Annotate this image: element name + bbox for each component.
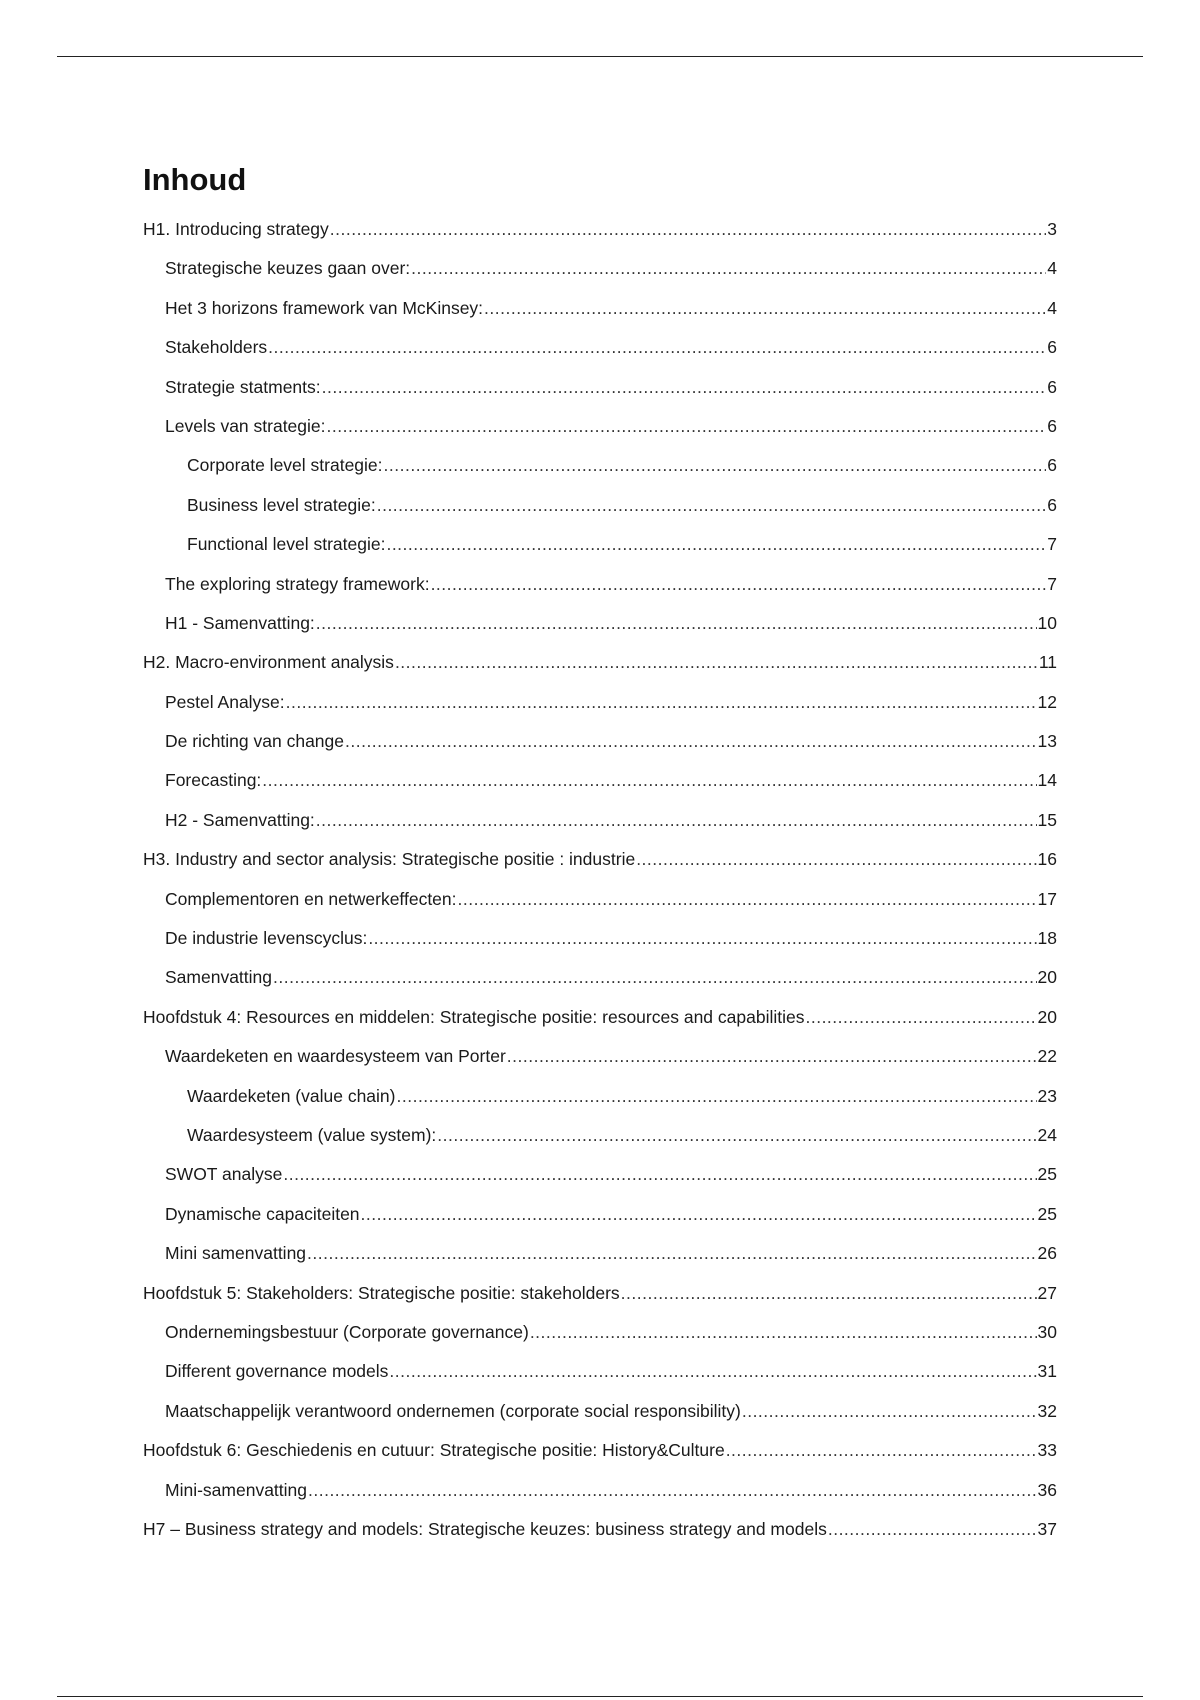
toc-entry-title: Mini samenvatting	[165, 1243, 307, 1264]
toc-title: Inhoud	[143, 162, 247, 197]
toc-entry-title: De industrie levenscyclus:	[165, 928, 368, 949]
toc-dot-leader	[308, 1471, 1037, 1510]
toc-list	[143, 210, 1057, 1549]
toc-entry-title: Different governance models	[165, 1361, 389, 1382]
toc-dot-leader	[437, 1116, 1036, 1155]
toc-entry-title: Forecasting:	[165, 770, 262, 791]
toc-entry-title: Samenvatting	[165, 967, 273, 988]
toc-entry[interactable]	[143, 328, 1057, 367]
toc-page-number: 6	[1047, 337, 1057, 358]
toc-entry-title: H1. Introducing strategy	[143, 219, 329, 239]
header-rule	[57, 56, 1143, 57]
toc-entry[interactable]	[143, 486, 1057, 525]
toc-dot-leader	[377, 486, 1047, 525]
toc-page-number: 14	[1037, 770, 1057, 791]
toc-dot-leader	[389, 1352, 1036, 1391]
toc-entry-title: H3. Industry and sector analysis: Strategische positie : industrie	[143, 849, 636, 870]
toc-page-number: 20	[1037, 1006, 1057, 1027]
toc-dot-leader	[316, 801, 1037, 840]
toc-entry-title: H2. Macro-environment analysis	[143, 652, 394, 673]
toc-dot-leader	[330, 210, 1046, 249]
toc-entry[interactable]	[143, 1431, 1057, 1470]
toc-page-number: 37	[1037, 1518, 1057, 1539]
toc-dot-leader	[742, 1392, 1037, 1431]
toc-entry[interactable]	[143, 801, 1057, 840]
toc-dot-leader	[530, 1313, 1037, 1352]
toc-page-number: 15	[1037, 809, 1057, 830]
toc-entry-title: Hoofdstuk 4: Resources en middelen: Strategische positie: resources and capabilities	[143, 1006, 805, 1027]
toc-entry-title: The exploring strategy framework:	[165, 573, 430, 594]
toc-entry-title: Waardeketen (value chain)	[187, 1085, 396, 1106]
toc-entry[interactable]	[143, 249, 1057, 288]
toc-entry[interactable]	[143, 604, 1057, 643]
toc-page-number: 17	[1037, 888, 1057, 909]
toc-entry[interactable]	[143, 565, 1057, 604]
toc-page-number: 27	[1037, 1282, 1057, 1303]
toc-dot-leader	[484, 289, 1046, 328]
toc-entry[interactable]	[143, 1274, 1057, 1313]
toc-page-number: 23	[1037, 1085, 1057, 1106]
toc-entry-title: Maatschappelijk verantwoord ondernemen (corporate social responsibility)	[165, 1400, 741, 1421]
toc-dot-leader	[262, 761, 1036, 800]
toc-entry-title: Hoofdstuk 5: Stakeholders: Strategische positie: stakeholders	[143, 1282, 620, 1303]
toc-page-number: 7	[1047, 573, 1057, 594]
toc-dot-leader	[828, 1510, 1037, 1549]
toc-entry[interactable]	[143, 1510, 1057, 1549]
toc-entry-title: Strategische keuzes gaan over:	[165, 258, 411, 279]
toc-dot-leader	[458, 880, 1037, 919]
toc-dot-leader	[368, 919, 1036, 958]
toc-dot-leader	[286, 683, 1037, 722]
toc-entry[interactable]	[143, 1195, 1057, 1234]
toc-dot-leader	[805, 998, 1036, 1037]
toc-entry[interactable]	[143, 722, 1057, 761]
toc-entry-title: Business level strategie:	[187, 494, 376, 515]
toc-page-number: 33	[1037, 1440, 1057, 1461]
toc-entry-title: Corporate level strategie:	[187, 455, 383, 476]
toc-entry-title: Mini-samenvatting	[165, 1479, 307, 1500]
toc-entry[interactable]	[143, 880, 1057, 919]
toc-entry[interactable]	[143, 1116, 1057, 1155]
toc-entry[interactable]	[143, 368, 1057, 407]
toc-dot-leader	[395, 643, 1038, 682]
toc-page-number: 12	[1037, 691, 1057, 712]
toc-page-number: 26	[1037, 1243, 1057, 1264]
toc-entry-title: Dynamische capaciteiten	[165, 1203, 360, 1224]
toc-page-number: 16	[1037, 849, 1057, 870]
toc-entry-title: Pestel Analyse:	[165, 691, 285, 712]
toc-entry[interactable]	[143, 1037, 1057, 1076]
toc-dot-leader	[431, 565, 1047, 604]
toc-page-number: 25	[1037, 1203, 1057, 1224]
toc-page-number: 6	[1047, 415, 1057, 436]
toc-dot-leader	[397, 1077, 1037, 1116]
toc-entry-title: Complementoren en netwerkeffecten:	[165, 888, 457, 909]
toc-page-number: 10	[1037, 612, 1057, 633]
toc-dot-leader	[386, 525, 1046, 564]
toc-entry-title: SWOT analyse	[165, 1164, 283, 1185]
toc-dot-leader	[507, 1037, 1037, 1076]
toc-entry-title: H7 – Business strategy and models: Strategische keuzes: business strategy and models	[143, 1518, 827, 1539]
toc-dot-leader	[283, 1155, 1036, 1194]
toc-page-number: 7	[1047, 534, 1057, 555]
table-of-contents	[143, 160, 1057, 1549]
toc-entry-title: H2 - Samenvatting:	[165, 809, 315, 830]
toc-entry[interactable]	[143, 1471, 1057, 1510]
toc-entry-title: Functional level strategie:	[187, 534, 386, 555]
toc-page-number: 18	[1037, 928, 1057, 949]
toc-dot-leader	[361, 1195, 1037, 1234]
toc-dot-leader	[411, 249, 1046, 288]
toc-dot-leader	[273, 958, 1037, 997]
toc-entry[interactable]	[143, 958, 1057, 997]
toc-entry[interactable]	[143, 998, 1057, 1037]
toc-dot-leader	[322, 368, 1047, 407]
toc-page-number: 22	[1037, 1046, 1057, 1067]
toc-page-number: 25	[1037, 1164, 1057, 1185]
toc-page-number: 4	[1047, 258, 1057, 279]
toc-entry-title: Waardesysteem (value system):	[187, 1124, 437, 1145]
toc-entry[interactable]	[143, 840, 1057, 879]
toc-dot-leader	[307, 1234, 1036, 1273]
toc-dot-leader	[268, 328, 1046, 367]
toc-page-number: 24	[1037, 1124, 1057, 1145]
toc-entry[interactable]	[143, 1392, 1057, 1431]
toc-dot-leader	[726, 1431, 1037, 1470]
toc-entry[interactable]	[143, 1313, 1057, 1352]
toc-dot-leader	[384, 446, 1047, 485]
toc-entry-title: Hoofdstuk 6: Geschiedenis en cutuur: Strategische positie: History&Culture	[143, 1440, 725, 1461]
toc-page-number: 6	[1047, 455, 1057, 476]
toc-entry-title: Waardeketen en waardesysteem van Porter	[165, 1046, 506, 1067]
toc-dot-leader	[316, 604, 1037, 643]
toc-entry[interactable]	[143, 683, 1057, 722]
toc-page-number: 32	[1037, 1400, 1057, 1421]
toc-page-number: 11	[1038, 652, 1057, 673]
toc-entry-title: De richting van change	[165, 731, 344, 752]
toc-entry[interactable]	[143, 1155, 1057, 1194]
toc-entry-title: Levels van strategie:	[165, 415, 326, 436]
toc-page-number: 20	[1037, 967, 1057, 988]
toc-page-number: 3	[1047, 219, 1057, 239]
toc-entry-title: Stakeholders	[165, 337, 268, 358]
toc-page-number: 13	[1037, 731, 1057, 752]
toc-entry[interactable]	[143, 1077, 1057, 1116]
toc-entry[interactable]	[143, 1234, 1057, 1273]
toc-entry[interactable]	[143, 446, 1057, 485]
toc-dot-leader	[621, 1274, 1037, 1313]
toc-entry-title: Ondernemingsbestuur (Corporate governance)	[165, 1321, 529, 1342]
toc-dot-leader	[327, 407, 1047, 446]
toc-page-number: 31	[1037, 1361, 1057, 1382]
toc-dot-leader	[345, 722, 1037, 761]
toc-entry[interactable]	[143, 210, 1057, 249]
toc-dot-leader	[636, 840, 1036, 879]
toc-entry[interactable]	[143, 643, 1057, 682]
toc-page-number: 4	[1047, 297, 1057, 318]
toc-entry[interactable]	[143, 525, 1057, 564]
toc-page-number: 36	[1037, 1479, 1057, 1500]
toc-entry-title: Het 3 horizons framework van McKinsey:	[165, 297, 484, 318]
toc-page-number: 30	[1037, 1321, 1057, 1342]
footer-rule	[57, 1696, 1143, 1697]
toc-page-number: 6	[1047, 494, 1057, 515]
toc-entry-title: Strategie statments:	[165, 376, 321, 397]
toc-page-number: 6	[1047, 376, 1057, 397]
toc-entry-title: H1 - Samenvatting:	[165, 612, 315, 633]
toc-entry[interactable]	[143, 289, 1057, 328]
toc-entry[interactable]	[143, 761, 1057, 800]
toc-entry[interactable]	[143, 919, 1057, 958]
toc-entry[interactable]	[143, 1352, 1057, 1391]
toc-entry[interactable]	[143, 407, 1057, 446]
